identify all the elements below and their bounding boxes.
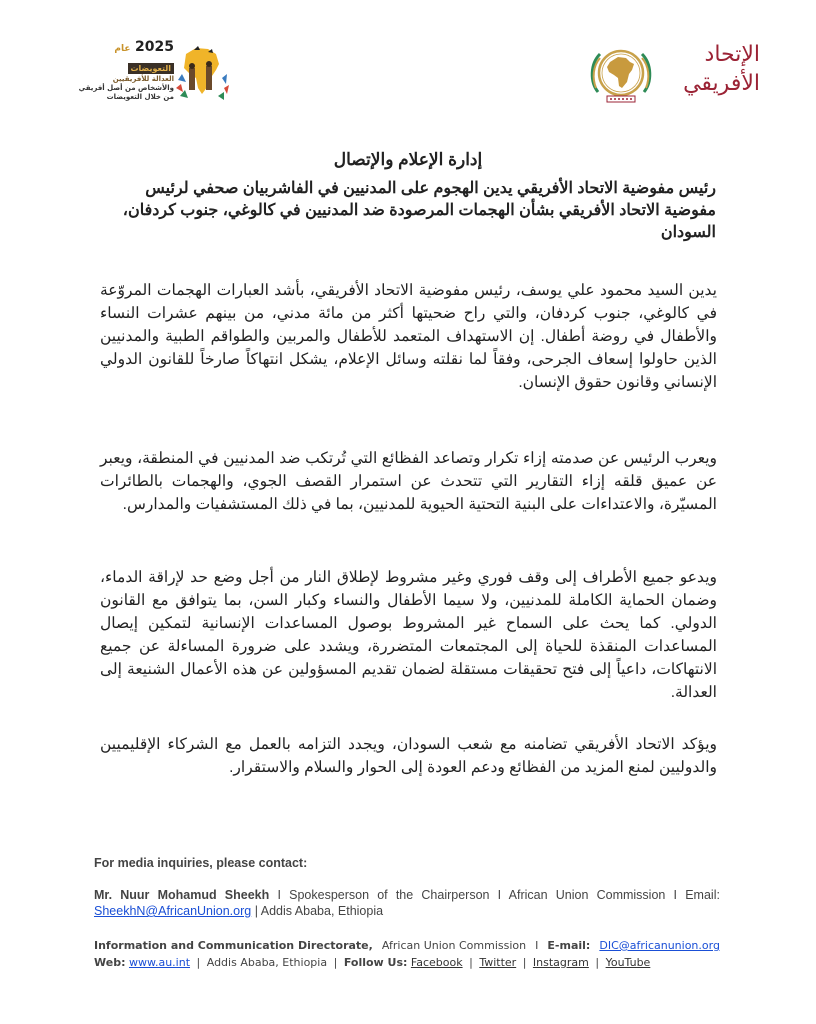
youtube-link[interactable]: YouTube xyxy=(605,956,651,969)
african-union-logo xyxy=(588,40,768,120)
reparations-line: والأشخاص من أصل أفريقي xyxy=(78,84,174,92)
separator: | xyxy=(469,956,473,969)
spokesperson-email-link[interactable]: SheekhN@AfricanUnion.org xyxy=(94,904,252,918)
email-label: Email: xyxy=(685,888,720,902)
au-wordmark-line1: الإتحاد xyxy=(704,42,760,67)
au-wordmark-line2: الأفريقي xyxy=(683,71,760,96)
spokesperson-location: Addis Ababa, Ethiopia xyxy=(260,904,384,918)
directorate-footer xyxy=(94,937,720,971)
reparations-africa-emblem-icon xyxy=(172,40,230,102)
separator: I xyxy=(497,888,502,902)
separator: | xyxy=(196,956,201,969)
directorate-email-link[interactable]: DIC@africanunion.org xyxy=(599,939,720,952)
web-label: Web: xyxy=(94,956,126,969)
reparations-logo-text xyxy=(78,39,174,102)
media-inquiries-heading: For media inquiries, please contact: xyxy=(94,856,308,870)
footer-email-label: E-mail: xyxy=(547,939,591,952)
reparations-year xyxy=(104,40,174,56)
reparations-tag: التعويضات xyxy=(128,63,174,74)
african-union-emblem-icon xyxy=(588,42,654,108)
spokesperson-org: African Union Commission xyxy=(508,888,666,902)
separator: | xyxy=(254,904,258,918)
footer-org: African Union Commission xyxy=(381,939,527,952)
footer-line-2 xyxy=(94,954,720,971)
spokesperson-contact xyxy=(94,887,720,919)
footer-line-1 xyxy=(94,937,720,954)
body-paragraph: ويعرب الرئيس عن صدمته إزاء تكرار وتصاعد الفظائع التي تُرتكب ضد المدنيين في المنطقة، ويعبر عن عميق قلقه إزاء التقارير التي تتحدث عن استمرار القصف الجوي، والهجمات بالطائرات المسيّرة، والاعتداءات على البنية التحتية الحيوية للمدنيين، بما في ذلك المستشفيات والمدارس. xyxy=(100,450,717,513)
reparations-line: العدالة للأفريقيين xyxy=(112,75,174,83)
body-paragraph: يدين السيد محمود علي يوسف، رئيس مفوضية الاتحاد الأفريقي، بأشد العبارات الهجمات المروّعة في كالوغي، جنوب كردفان، والتي راح ضحيتها أكثر من مائة مدني، من بينهم عشرات النساء والأطفال في روضة أطفال. إن الاستهداف المتعمد للأطفال والمربين والطواقم الطبية والمدنيين الذين حاولوا إسعاف الجرحى، وفقاً لما نقلته وسائل الإعلام، يشكل انتهاكاً صارخاً للقانون الدولي الإنساني وقانون حقوق الإنسان. xyxy=(100,282,717,391)
twitter-link[interactable]: Twitter xyxy=(479,956,517,969)
footer-location: Addis Ababa, Ethiopia xyxy=(206,956,328,969)
separator: | xyxy=(333,956,338,969)
body-paragraph: ويدعو جميع الأطراف إلى وقف فوري وغير مشروط لإطلاق النار من أجل وضع حد لإراقة الدماء، وضمان الحماية الكاملة للمدنيين، ولا سيما الأطفال والنساء وكبار السن، بما يتوافق مع القانون الدولي. كما يحث على السماح غير المشروط بوصول المساعدات الإنسانية لتمكين إيصال المساعدات المنقذة للحياة إلى المجتمعات المتضررة، ويشدد على ضرورة المساءلة عن جميع الانتهاكات، داعياً إلى فتح تحقيقات مستقلة لضمان تقديم المسؤولين عن هذه الأعمال الشنيعة إلى العدالة. xyxy=(100,569,717,701)
department-title: إدارة الإعلام والإتصال xyxy=(333,150,483,169)
press-release-headline: رئيس مفوضية الاتحاد الأفريقي يدين الهجوم على المدنيين في الفاشربيان صحفي لرئيس مفوضية الاتحاد الأفريقي بشأن الهجمات المرصودة ضد المدنيين في كالوغي، جنوب كردفان، السودان xyxy=(122,180,716,241)
separator: | xyxy=(522,956,527,969)
separator: I xyxy=(277,888,281,902)
follow-us-label: Follow Us: xyxy=(343,956,408,969)
separator: I xyxy=(535,939,539,952)
spokesperson-role: Spokesperson of the Chairperson xyxy=(289,888,490,902)
facebook-link[interactable]: Facebook xyxy=(410,956,463,969)
separator: | xyxy=(595,956,600,969)
letterhead xyxy=(0,0,816,130)
instagram-link[interactable]: Instagram xyxy=(532,956,589,969)
directorate-name: Information and Communication Directorate, xyxy=(94,939,373,952)
reparations-line: من خلال التعويضات xyxy=(106,93,174,101)
body-paragraph: ويؤكد الاتحاد الأفريقي تضامنه مع شعب السودان، ويجدد التزامه بالعمل مع الشركاء الإقليميين والدوليين لمنع المزيد من الفظائع ودعم العودة إلى الحوار والسلام والاستقرار. xyxy=(100,736,717,776)
year-number: 2025 xyxy=(135,39,174,55)
reparations-2025-logo xyxy=(78,39,234,110)
spokesperson-name: Mr. Nuur Mohamud Sheekh xyxy=(94,888,270,902)
year-word: عام xyxy=(114,44,131,54)
website-link[interactable]: www.au.int xyxy=(128,956,191,969)
separator: I xyxy=(673,888,678,902)
african-union-wordmark xyxy=(660,40,760,98)
